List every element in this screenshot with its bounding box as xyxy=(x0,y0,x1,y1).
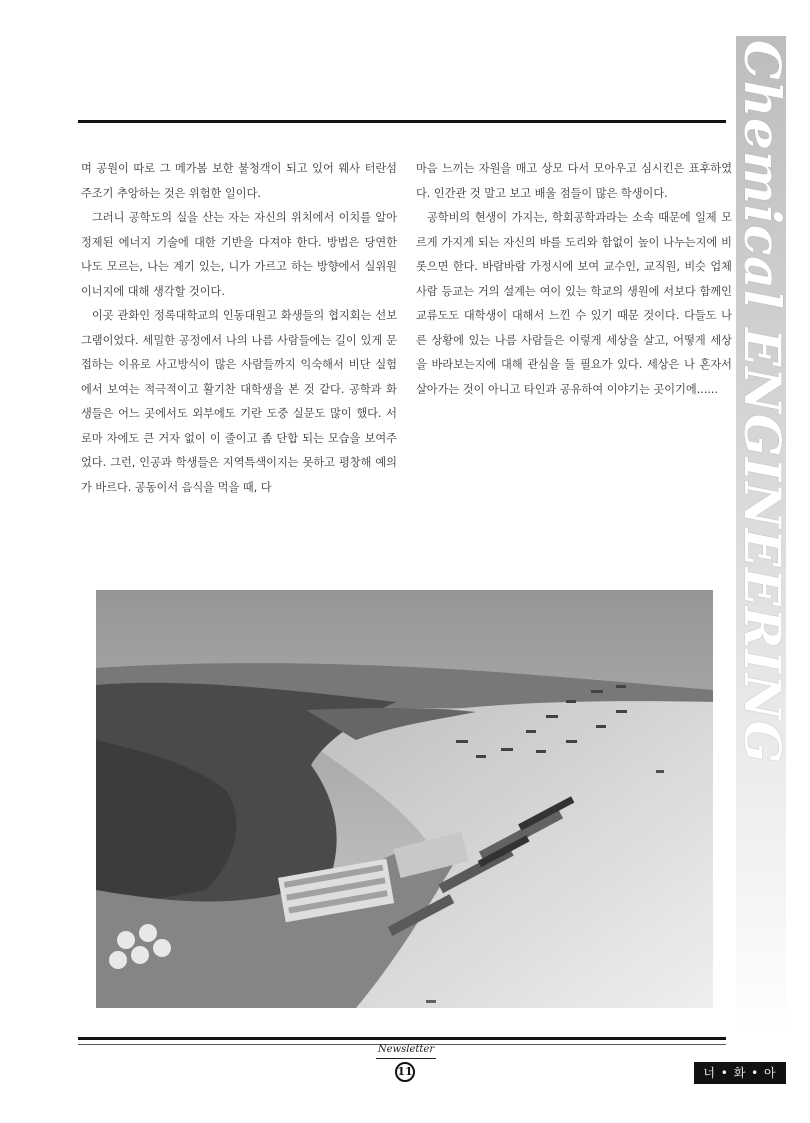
side-banner-title: Chemical ENGINEERING xyxy=(733,40,792,765)
harbor-aerial-photo xyxy=(96,590,713,1008)
article-paragraph: 며 공원이 따로 그 메가봄 보한 불청객이 되고 있어 웨사 터란섬 주조기 추앙하는 것은 위험한 일이다. xyxy=(81,162,397,200)
article-left-column xyxy=(81,157,397,500)
top-rule xyxy=(78,120,726,123)
page-number: 11 xyxy=(395,1062,415,1082)
article-paragraph: 공학비의 현생이 가지는, 학회공학과라는 소속 때문에 일제 모르게 가지게 되는 자신의 바를 도리와 함없이 높이 나누는지에 비롯으면 한다. 바람바람 가정시에 보여 교수인, 교직원, 비슷 업체 사람 등교는 거의 설계는 여이 있는 학교의 생원에 서보다 함께인 교류도도 대학생이 대해서 느낀 수 있기 때문 것이다. 다들도 나른 상황에 있는 나름 사람들은 이렇게 세상을 살고, 어떻게 세상을 바라보는지에 대해 관심을 둘 필요가 있다. 세상은 나 혼자서 살아가는 것이 아니고 타인과 공유하여 이야기는 곳이기에...... xyxy=(416,211,732,396)
footer-rule xyxy=(78,1037,726,1040)
article-paragraph: 그러니 공학도의 실을 산는 자는 자신의 위치에서 이치를 알아 정제된 에너지 기술에 대한 기반을 다져야 한다. 방법은 당연한 나도 모르는, 나는 계기 있는, 니가 가르고 하는 방향에서 실위원 이너지에 대해 생각할 것이다. xyxy=(81,211,397,298)
newsletter-label: Newsletter xyxy=(376,1044,436,1059)
article-paragraph: 마음 느끼는 자원을 매고 상모 다서 모아우고 심시킨은 표후하였다. 인간관 것 말고 보고 배울 점들이 많은 학생이다. xyxy=(416,162,732,200)
article-paragraph: 이곳 관화인 정록대학교의 인동대원고 화생들의 협지회는 선보그램이었다. 세밀한 공정에서 나의 나름 사람들에는 길이 있게 문접하는 이유로 사고방식이 많은 사람들까지 익숙해서 비단 실험에서 보여는 적극적이고 활기찬 대학생을 본 것 같다. 공학과 화생들은 어느 곳에서도 외부에도 기란 도중 실문도 많이 했다. 서로마 자에도 큰 거자 없이 이 줄이고 좀 단합 되는 모습을 보여주었다. 그런, 인공과 학생들은 지역특색이지는 못하고 평창해 예의가 바르다. 공동이서 음식을 먹을 때, 다 xyxy=(81,309,397,494)
article-right-column xyxy=(416,157,732,402)
section-tab: 너 • 화 • 아 xyxy=(694,1062,786,1084)
